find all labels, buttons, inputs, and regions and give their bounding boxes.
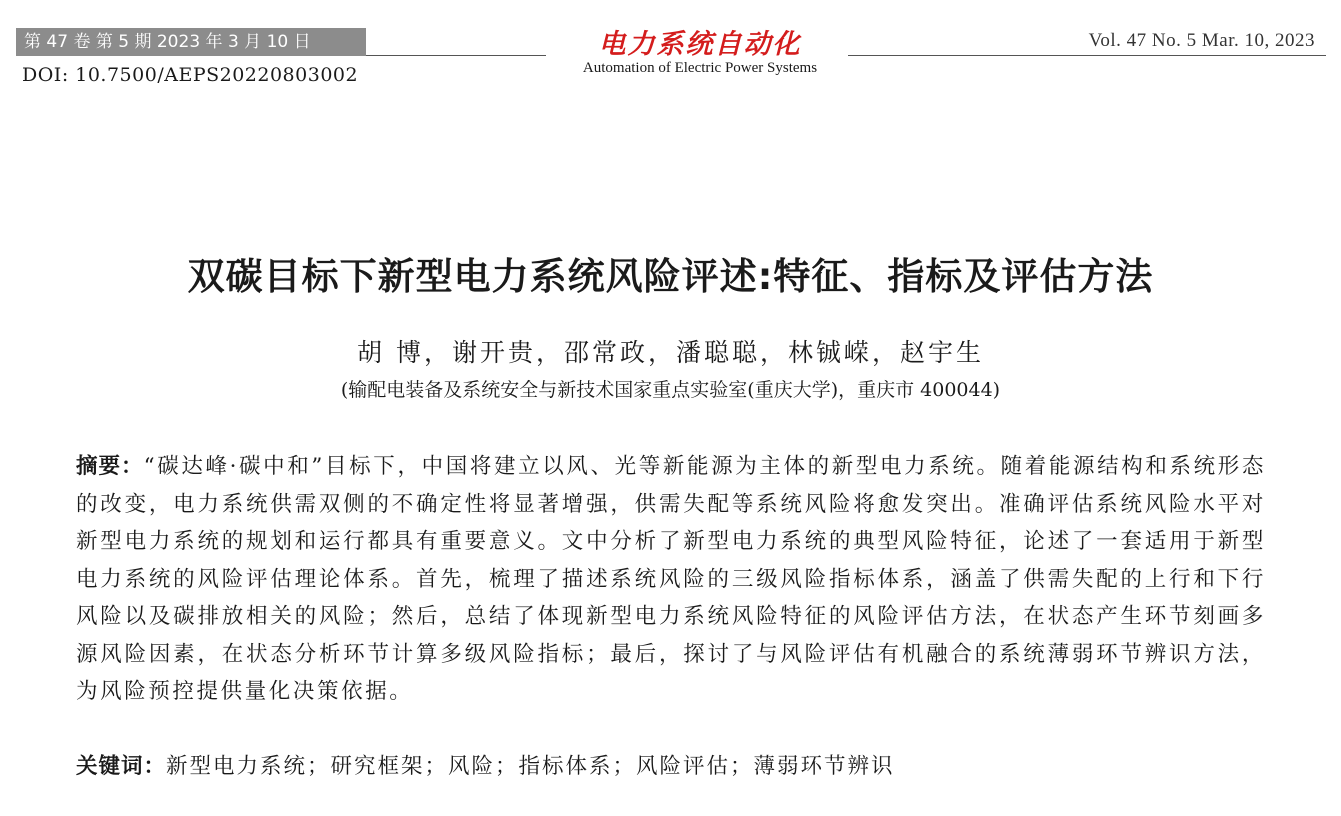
volume-info: Vol. 47 No. 5 Mar. 10, 2023 bbox=[1088, 30, 1315, 51]
abstract-text: “碳达峰·碳中和”目标下，中国将建立以风、光等新能源为主体的新型电力系统。随着能源结构和系统形态的改变，电力系统供需双侧的不确定性将显著增强，供需失配等系统风险将愈发突出。准确评估系统风险水平对新型电力系统的规划和运行都具有重要意义。文中分析了新型电力系统的典型风险特征，论述了一套适用于新型电力系统的风险评估理论体系。首先，梳理了描述系统风险的三级风险指标体系，涵盖了供需失配的上行和下行风险以及碳排放相关的风险；然后，总结了体现新型电力系统风险特征的风险评估方法，在状态产生环节刻画多源风险因素，在状态分析环节计算多级风险指标；最后，探讨了与风险评估有机融合的系统薄弱环节辨识方法，为风险预控提供量化决策依据。 bbox=[76, 454, 1266, 704]
header-rule-right bbox=[848, 55, 1326, 56]
header-rule-left bbox=[366, 55, 546, 56]
doi-text[interactable]: DOI: 10.7500/AEPS20220803002 bbox=[22, 64, 359, 86]
issue-info-badge: 第 47 卷 第 5 期 2023 年 3 月 10 日 bbox=[16, 28, 366, 56]
author-affiliation: (输配电装备及系统安全与新技术国家重点实验室(重庆大学)，重庆市 400044) bbox=[340, 379, 1001, 401]
paper-title: 双碳目标下新型电力系统风险评述:特征、指标及评估方法 bbox=[187, 255, 1154, 298]
journal-logo-cn: 电力系统自动化 bbox=[598, 29, 802, 60]
abstract-label: 摘要： bbox=[76, 454, 144, 479]
abstract-section bbox=[76, 448, 1266, 711]
keywords-label: 关键词： bbox=[76, 754, 167, 779]
journal-name-en: Automation of Electric Power Systems bbox=[582, 60, 818, 76]
keywords-text: 新型电力系统；研究框架；风险；指标体系；风险评估；薄弱环节辨识 bbox=[166, 754, 895, 779]
author-list: 胡 博，谢开贵，邵常政，潘聪聪，林铖嵘，赵宇生 bbox=[357, 338, 984, 367]
keywords-section bbox=[76, 748, 1266, 785]
